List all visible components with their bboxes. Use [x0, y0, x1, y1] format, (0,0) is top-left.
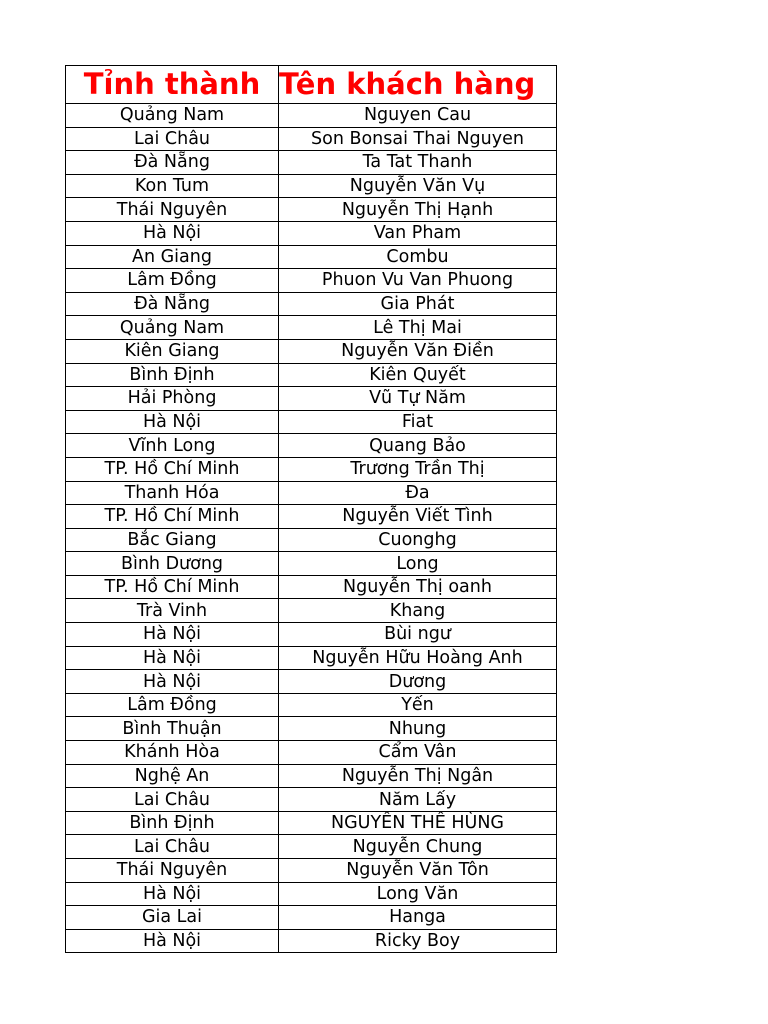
province-cell: Bình Định: [66, 363, 279, 387]
province-cell: Hà Nội: [66, 882, 279, 906]
province-cell: Đà Nẵng: [66, 292, 279, 316]
province-cell: Vĩnh Long: [66, 434, 279, 458]
customer-cell: Gia Phát: [279, 292, 557, 316]
province-cell: Lai Châu: [66, 835, 279, 859]
customer-cell: Van Pham: [279, 221, 557, 245]
customer-cell: Nguyễn Văn Vụ: [279, 174, 557, 198]
province-cell: Kiên Giang: [66, 339, 279, 363]
table-row: [66, 387, 557, 411]
table-row: [66, 882, 557, 906]
customer-cell: Cuonghg: [279, 528, 557, 552]
customer-cell: Hanga: [279, 906, 557, 930]
province-cell: Hà Nội: [66, 221, 279, 245]
customer-cell: Nguyễn Thị oanh: [279, 575, 557, 599]
table-row: [66, 269, 557, 293]
province-cell: Bình Dương: [66, 552, 279, 576]
table-row: [66, 835, 557, 859]
table-row: [66, 151, 557, 175]
province-cell: Nghệ An: [66, 764, 279, 788]
table-row: [66, 623, 557, 647]
customer-cell: Nguyễn Hữu Hoàng Anh: [279, 646, 557, 670]
province-cell: Hà Nội: [66, 623, 279, 647]
province-cell: Hà Nội: [66, 929, 279, 953]
table-row: [66, 481, 557, 505]
table-row: [66, 363, 557, 387]
table-row: [66, 221, 557, 245]
table-row: [66, 811, 557, 835]
table-row: [66, 575, 557, 599]
province-cell: Bình Thuận: [66, 717, 279, 741]
customer-cell: Long Văn: [279, 882, 557, 906]
table-row: [66, 717, 557, 741]
province-cell: Quảng Nam: [66, 104, 279, 128]
customer-cell: Quang Bảo: [279, 434, 557, 458]
customer-cell: Long: [279, 552, 557, 576]
customer-cell: Yến: [279, 693, 557, 717]
province-cell: Hà Nội: [66, 410, 279, 434]
province-cell: Hải Phòng: [66, 387, 279, 411]
table-row: [66, 859, 557, 883]
province-cell: Bình Định: [66, 811, 279, 835]
customer-cell: Nguyễn Thị Ngân: [279, 764, 557, 788]
customer-cell: Lê Thị Mai: [279, 316, 557, 340]
header-row: [66, 66, 557, 104]
customer-cell: Bùi ngư: [279, 623, 557, 647]
province-cell: Lai Châu: [66, 127, 279, 151]
province-cell: Thanh Hóa: [66, 481, 279, 505]
table-row: [66, 174, 557, 198]
province-cell: Quảng Nam: [66, 316, 279, 340]
table-row: [66, 104, 557, 128]
customer-cell: NGUYỄN THẾ HÙNG: [279, 811, 557, 835]
province-cell: Hà Nội: [66, 646, 279, 670]
header-customer: Tên khách hàng: [279, 66, 557, 104]
customer-cell: Đa: [279, 481, 557, 505]
table-row: [66, 127, 557, 151]
province-cell: TP. Hồ Chí Minh: [66, 505, 279, 529]
table-body: [66, 104, 557, 953]
customer-cell: Son Bonsai Thai Nguyen: [279, 127, 557, 151]
customer-cell: Nguyễn Chung: [279, 835, 557, 859]
province-cell: TP. Hồ Chí Minh: [66, 457, 279, 481]
province-cell: An Giang: [66, 245, 279, 269]
table-row: [66, 245, 557, 269]
customer-cell: Ricky Boy: [279, 929, 557, 953]
customer-cell: Ta Tat Thanh: [279, 151, 557, 175]
table-row: [66, 410, 557, 434]
customer-cell: Kiên Quyết: [279, 363, 557, 387]
customer-cell: Nguyễn Viết Tình: [279, 505, 557, 529]
province-cell: Lai Châu: [66, 788, 279, 812]
customer-cell: Khang: [279, 599, 557, 623]
province-cell: Thái Nguyên: [66, 198, 279, 222]
table-row: [66, 198, 557, 222]
table-row: [66, 670, 557, 694]
province-cell: TP. Hồ Chí Minh: [66, 575, 279, 599]
table-row: [66, 741, 557, 765]
customer-cell: Vũ Tự Năm: [279, 387, 557, 411]
table-row: [66, 906, 557, 930]
province-cell: Bắc Giang: [66, 528, 279, 552]
province-cell: Khánh Hòa: [66, 741, 279, 765]
province-cell: Gia Lai: [66, 906, 279, 930]
customer-cell: Nguyễn Văn Tôn: [279, 859, 557, 883]
table-row: [66, 528, 557, 552]
customer-cell: Dương: [279, 670, 557, 694]
table-row: [66, 316, 557, 340]
province-cell: Kon Tum: [66, 174, 279, 198]
customer-cell: Cẩm Vân: [279, 741, 557, 765]
table-row: [66, 457, 557, 481]
table-row: [66, 552, 557, 576]
customer-cell: Nguyen Cau: [279, 104, 557, 128]
table-row: [66, 292, 557, 316]
table-row: [66, 693, 557, 717]
customer-cell: Nguyễn Thị Hạnh: [279, 198, 557, 222]
customer-cell: Combu: [279, 245, 557, 269]
customer-cell: Năm Lấy: [279, 788, 557, 812]
table-row: [66, 764, 557, 788]
header-province: Tỉnh thành: [66, 66, 279, 104]
province-cell: Đà Nẵng: [66, 151, 279, 175]
table-row: [66, 434, 557, 458]
customer-cell: Nhung: [279, 717, 557, 741]
customer-table: [65, 65, 557, 953]
table-row: [66, 599, 557, 623]
customer-cell: Nguyễn Văn Điền: [279, 339, 557, 363]
province-cell: Lâm Đồng: [66, 693, 279, 717]
province-cell: Hà Nội: [66, 670, 279, 694]
table-row: [66, 788, 557, 812]
table-row: [66, 339, 557, 363]
province-cell: Lâm Đồng: [66, 269, 279, 293]
customer-cell: Trương Trần Thị: [279, 457, 557, 481]
province-cell: Thái Nguyên: [66, 859, 279, 883]
table-row: [66, 929, 557, 953]
province-cell: Trà Vinh: [66, 599, 279, 623]
table-row: [66, 505, 557, 529]
customer-cell: Phuon Vu Van Phuong: [279, 269, 557, 293]
customer-cell: Fiat: [279, 410, 557, 434]
table-row: [66, 646, 557, 670]
